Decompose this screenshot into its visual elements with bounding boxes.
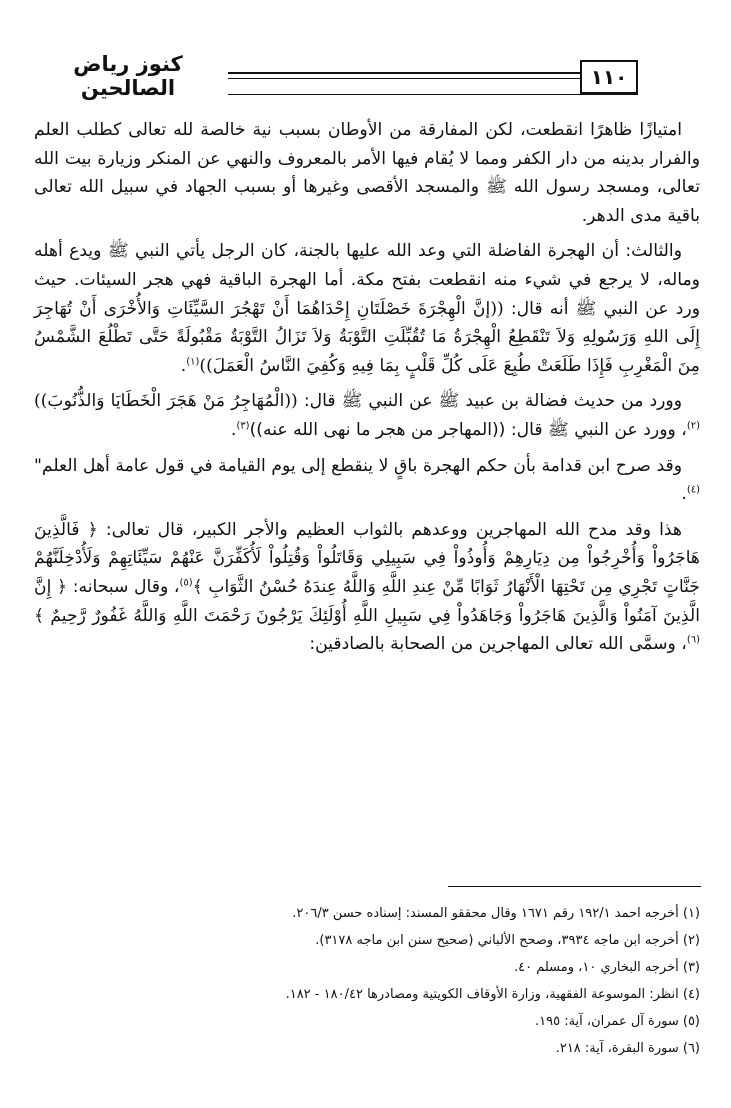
paragraph-5-mid: ، وقال سبحانه: (67, 576, 180, 597)
footnote-ref-5: (٥) (179, 577, 193, 589)
footnote-5: (٥) سورة آل عمران، آية: ١٩٥. (534, 1014, 700, 1029)
header-rule-thin (228, 78, 580, 79)
page-body (34, 116, 700, 662)
footnotes (40, 900, 700, 1062)
footnote-2: (٢) أخرجه ابن ماجه ٣٩٣٤، وصحح الألباني (صحيح سنن ابن ماجه ٣١٧٨). (315, 933, 700, 948)
quran-verse: ﴿ إِنَّ الَّذِينَ آمَنُواْ وَالَّذِينَ هَاجَرُواْ وَجَاهَدُواْ فِي سَبِيلِ اللَّهِ أُوْلَئِكَ يَرْجُونَ رَحْمَتَ اللَّهِ وَاللَّهُ غَفُورٌ رَّحِيمٌ ﴾ (34, 576, 700, 626)
paragraph-3-text: وورد من حديث فضالة بن عبيد ﷺ عن النبي ﷺ قال: (297, 391, 682, 412)
footnote-ref-4: (٤) (686, 484, 700, 496)
footnote-ref-6: (٦) (686, 634, 700, 646)
book-title: كنوز رياض الصالحين (73, 52, 183, 100)
footnote-1: (١) أخرجه احمد ١٩٢/١ رقم ١٦٧١ وقال محققو المسند: إسناده حسن ٢٠٦/٣. (292, 906, 700, 921)
paragraph-4-end: . (681, 484, 687, 505)
paragraph-5-text: هذا وقد مدح الله المهاجرين ووعدهم بالثواب العظيم والأجر الكبير، قال تعالى: (97, 519, 682, 540)
page-header (0, 52, 731, 100)
paragraph-2-end: . (180, 355, 187, 376)
paragraph-5-end: ، وسمَّى الله تعالى المهاجرين من الصحابة بالصادقين: (309, 634, 687, 655)
header-rule (228, 72, 580, 74)
footnote-divider (448, 886, 701, 887)
quran-verse: ﴿ فَالَّذِينَ هَاجَرُواْ وَأُخْرِجُواْ مِن دِيَارِهِمْ وَأُوذُواْ فِي سَبِيلِي وَقَاتَلُواْ وَقُتِلُواْ لَأُكَفِّرَنَّ عَنْهُمْ سَيِّئَاتِهِمْ وَلَأُدْخِلَنَّهُمْ جَنَّاتٍ تَجْرِي مِن تَحْتِهَا الْأَنْهَارُ ثَوَابًا مِّنْ عِندِ اللَّهِ وَاللَّهُ عِندَهُ حُسْنُ الثَّوَابِ ﴾ (34, 519, 700, 597)
footnote-3: (٣) أخرجه البخاري ١٠، ومسلم ٤٠. (513, 960, 700, 975)
footnote-ref-2: (٢) (686, 420, 700, 432)
paragraph-4 (34, 452, 700, 509)
paragraph-2 (34, 237, 700, 380)
paragraph-5 (34, 516, 700, 659)
paragraph-3-end: . (230, 419, 237, 440)
paragraph-4-text: وقد صرح ابن قدامة بأن حكم الهجرة باقٍ لا ينقطع إلى يوم القيامة في قول عامة أهل العلم" (34, 455, 682, 476)
paragraph-3-mid: ، وورد عن النبي ﷺ قال: ((المهاجر من هجر ما نهى الله عنه)) (249, 419, 687, 440)
footnote-4: (٤) انظر: الموسوعة الفقهية، وزارة الأوقاف الكويتية ومصادرها ١٨٠/٤٢ - ١٨٢. (285, 987, 700, 1002)
paragraph-2-text: والثالث: أن الهجرة الفاضلة التي وعد الله عليها بالجنة، كان الرجل يأتي النبي ﷺ ويدع أهله وماله، لا يرجع في شيء منه انقطعت بفتح مكة. أما الهجرة الباقية فهي هجر السيئات. حيث ورد عن النبي ﷺ أنه قال: (34, 241, 700, 319)
paragraph-3 (34, 387, 700, 444)
footnote-ref-1: (١) (186, 356, 200, 368)
paragraph-1: امتيازًا ظاهرًا انقطعت، لكن المفارقة من الأوطان بسبب نية خالصة لله تعالى كطلب العلم والفرار بدينه من دار الكفر ومما لا يُقام فيها الأمر بالمعروف والنهي عن المنكر وزيارة بيت الله تعالى، ومسجد رسول الله ﷺ والمسجد الأقصى وغيرها أو بسبب الجهاد في سبيل الله تعالى باقية مدى الدهر. (34, 120, 700, 226)
hadith-quote: ((إنَّ الْهِجْرَةَ خَصْلَتَانِ إِحْدَاهُمَا أَنْ تَهْجُرَ السَّيِّئَاتِ وَالأُخْرَى أَنْ تُهَاجِرَ إِلَى اللهِ وَرَسُولِهِ وَلاَ تَنْقَطِعُ الْهِجْرَةُ مَا تُقُبِّلَتِ التَّوْبَةُ وَلاَ تَزَالُ التَّوْبَةُ مَقْبُولَةً حَتَّى تَطْلُعَ الشَّمْسُ مِنَ الْمَغْرِبِ فَإِذَا طَلَعَتْ طُبِعَ عَلَى كُلِّ قَلْبٍ بِمَا فِيهِ وَكُفِيَ النَّاسُ الْعَمَلَ)) (34, 298, 700, 376)
footnote-6: (٦) سورة البقرة، آية: ٢١٨. (555, 1041, 700, 1056)
header-baseline (228, 94, 638, 95)
footnote-ref-3: (٣) (236, 420, 250, 432)
hadith-quote: ((الْمُهَاجِرُ مَنْ هَجَرَ الْخَطَايَا وَالذُّنُوبَ)) (34, 391, 298, 412)
page-number: ١١٠ (580, 60, 638, 94)
